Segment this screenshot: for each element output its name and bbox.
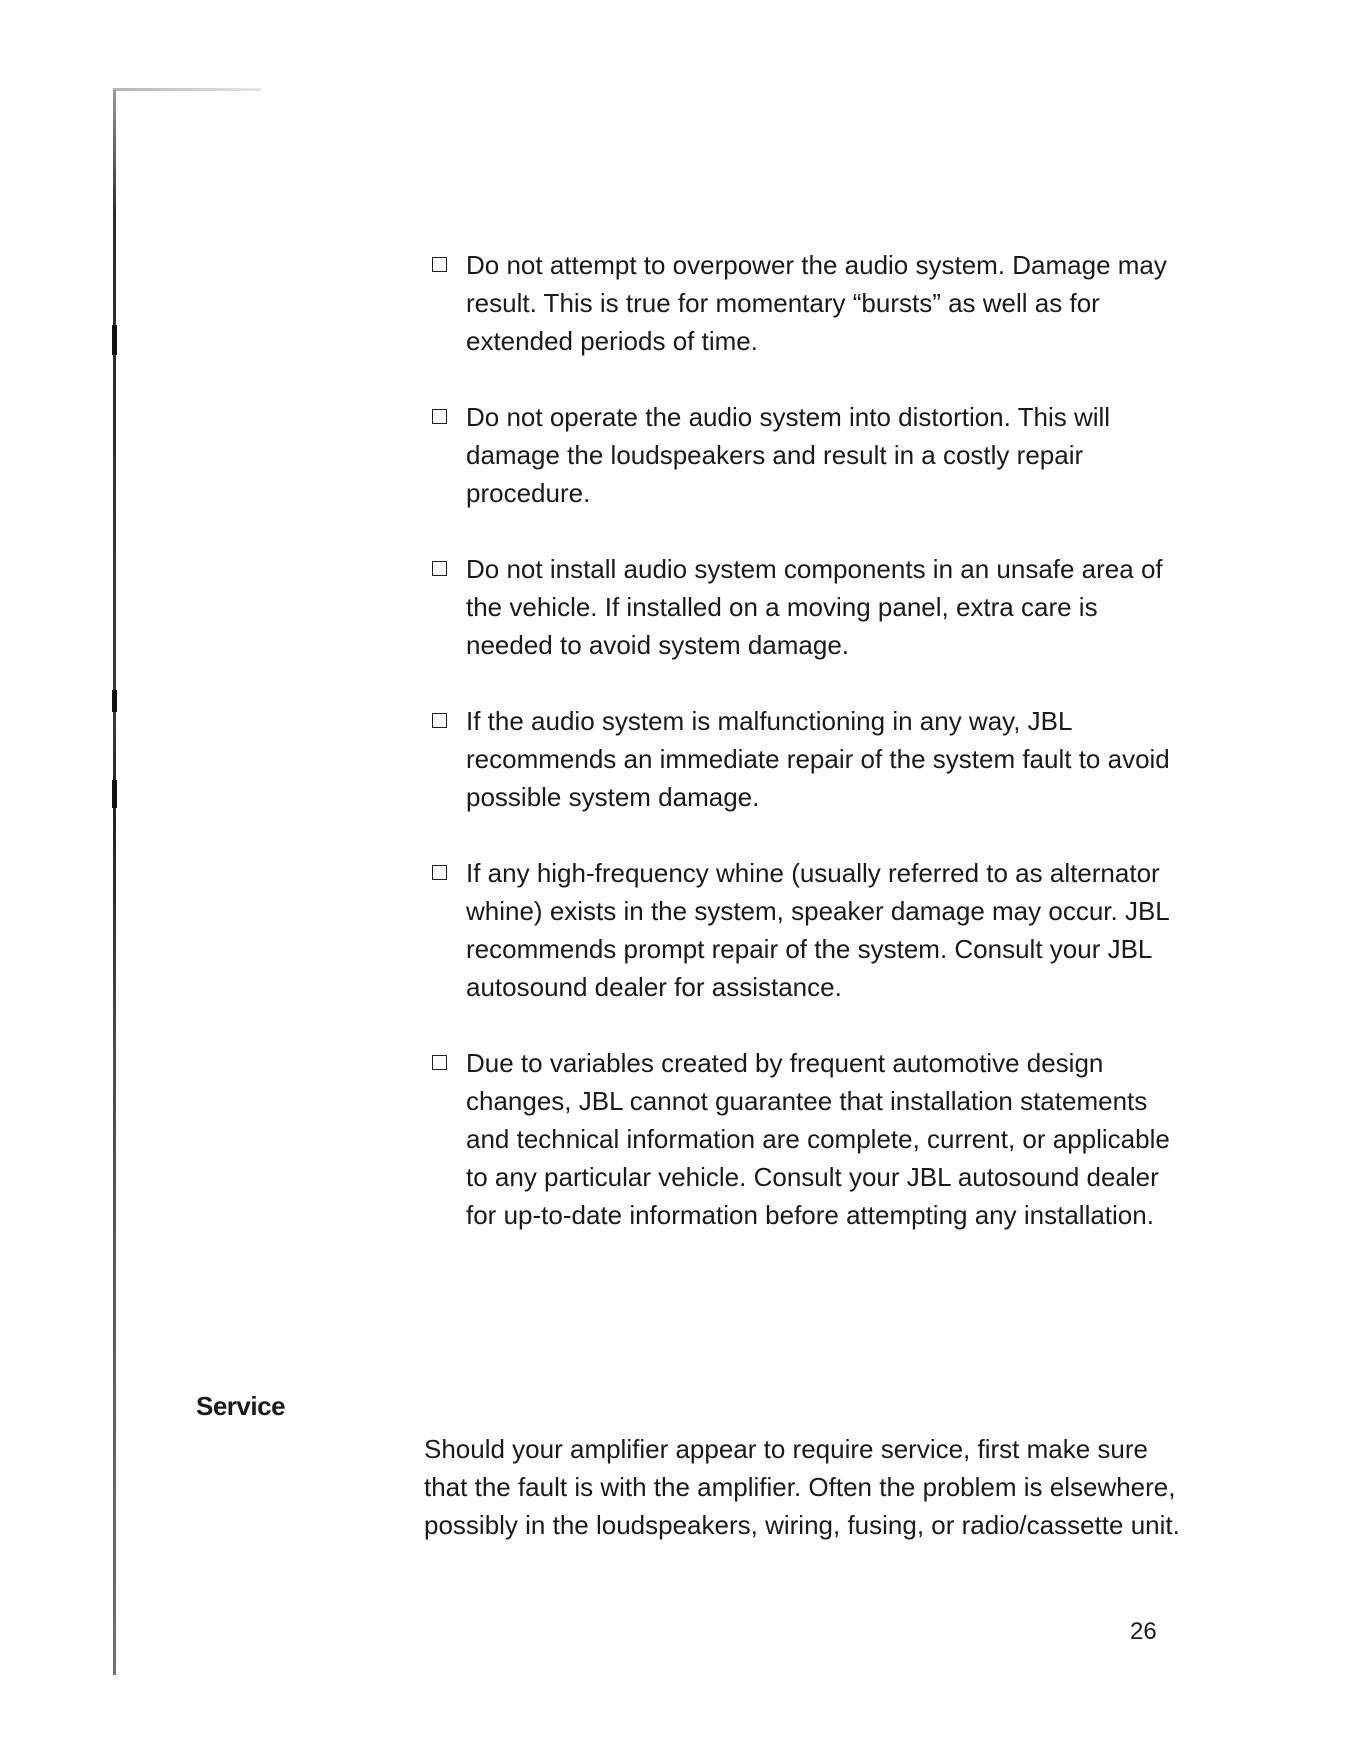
list-item-text: If any high-frequency whine (usually referred to as alternator whine) exists in the system, speaker damage may occur. JBL recommends prompt repair of the system. Consult your JBL autosound dealer for assistance. xyxy=(466,858,1169,1002)
binding-mark xyxy=(112,690,117,712)
binding-mark xyxy=(112,780,117,808)
caution-list xyxy=(430,246,1190,1272)
page-number: 26 xyxy=(1130,1618,1157,1645)
checkbox-bullet-icon xyxy=(432,409,447,424)
list-item xyxy=(430,854,1190,1006)
list-item xyxy=(430,702,1190,816)
list-item-text: Do not install audio system components in an unsafe area of the vehicle. If installed on a moving panel, extra care is needed to avoid system damage. xyxy=(466,554,1163,660)
service-paragraph: Should your amplifier appear to require service, first make sure that the fault is with the amplifier. Often the problem is elsewhere, possibly in the loudspeakers, wiring, fusing, or radio/cassette unit. xyxy=(424,1434,1180,1540)
binding-mark xyxy=(112,325,117,355)
list-item xyxy=(430,550,1190,664)
checkbox-bullet-icon xyxy=(432,713,447,728)
list-item-text: If the audio system is malfunctioning in any way, JBL recommends an immediate repair of the system fault to avoid possible system damage. xyxy=(466,706,1170,812)
checkbox-bullet-icon xyxy=(432,1055,447,1070)
list-item-text: Do not operate the audio system into distortion. This will damage the loudspeakers and result in a costly repair procedure. xyxy=(466,402,1111,508)
list-item-text: Due to variables created by frequent automotive design changes, JBL cannot guarantee that installation statements and technical information are complete, current, or applicable to any particular vehicle. Consult your JBL autosound dealer for up-to-date information before attempting any installation. xyxy=(466,1048,1170,1230)
checkbox-bullet-icon xyxy=(432,257,447,272)
service-heading: Service xyxy=(196,1391,286,1421)
list-item xyxy=(430,246,1190,360)
binding-edge-top xyxy=(113,88,261,91)
list-item xyxy=(430,398,1190,512)
list-item-text: Do not attempt to overpower the audio system. Damage may result. This is true for momentary “bursts” as well as for extended periods of time. xyxy=(466,250,1167,356)
checkbox-bullet-icon xyxy=(432,561,447,576)
checkbox-bullet-icon xyxy=(432,865,447,880)
list-item xyxy=(430,1044,1190,1234)
